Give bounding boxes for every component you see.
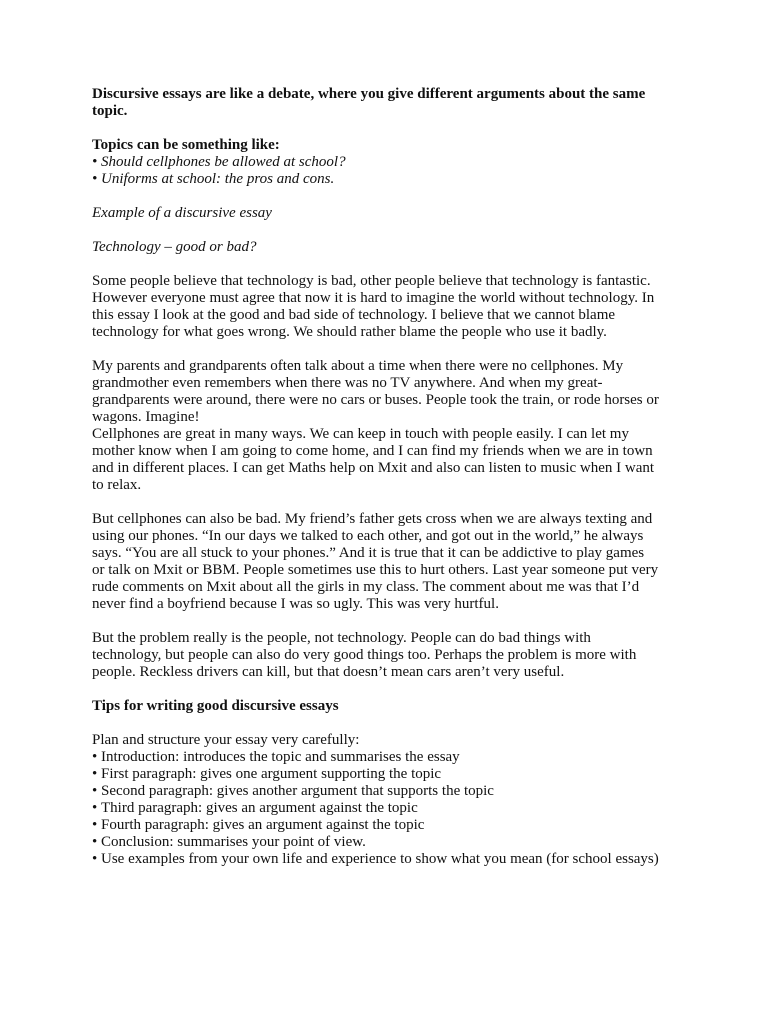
paragraph-line: However everyone must agree that now it is hard to imagine the world without technology. In [92, 290, 655, 306]
intro-line: topic. [92, 103, 128, 119]
tip-item: • Conclusion: summarises your point of view. [92, 834, 692, 851]
paragraph-line: My parents and grandparents often talk about a time when there were no cellphones. My [92, 358, 624, 374]
topic-item: • Should cellphones be allowed at school? [92, 154, 692, 171]
paragraph-line: or talk on Mxit or BBM. People sometimes use this to hurt others. Last year someone put very [92, 562, 659, 578]
essay-paragraph-3 [92, 426, 692, 494]
paragraph-line: people. Reckless drivers can kill, but that doesn’t mean cars aren’t very useful. [92, 664, 565, 680]
tips-list [92, 732, 692, 868]
paragraph-line: technology, but people can also do very good things too. Perhaps the problem is more with [92, 647, 637, 663]
tip-item: • Use examples from your own life and experience to show what you mean (for school essays) [92, 851, 692, 868]
paragraph-line: But the problem really is the people, not technology. People can do bad things with [92, 630, 591, 646]
tips-lead: Plan and structure your essay very carefully: [92, 732, 360, 748]
essay-paragraph-4 [92, 511, 692, 613]
paragraph-line: to relax. [92, 477, 142, 493]
topic-item: • Uniforms at school: the pros and cons. [92, 171, 692, 188]
paragraph-line: and in different places. I can get Maths help on Mxit and also can listen to music when I want [92, 460, 655, 476]
paragraph-line: technology for what goes wrong. We should rather blame the people who use it badly. [92, 324, 607, 340]
paragraph-line: wagons. Imagine! [92, 409, 200, 425]
tip-item: • Second paragraph: gives another argument that supports the topic [92, 783, 692, 800]
tip-item: • Third paragraph: gives an argument against the topic [92, 800, 692, 817]
topics-heading: Topics can be something like: [92, 137, 280, 153]
paragraph-line: Some people believe that technology is bad, other people believe that technology is fantastic. [92, 273, 651, 289]
tip-item: • Introduction: introduces the topic and summarises the essay [92, 749, 692, 766]
essay-title: Technology – good or bad? [92, 239, 257, 255]
paragraph-line: this essay I look at the good and bad side of technology. I believe that we cannot blame [92, 307, 616, 323]
paragraph-line: says. “You are all stuck to your phones.” And it is true that it can be addictive to play games [92, 545, 645, 561]
essay-paragraph-1 [92, 273, 692, 341]
paragraph-line: never find a boyfriend because I was so ugly. This was very hurtful. [92, 596, 499, 612]
paragraph-line: using our phones. “In our days we talked to each other, and got out in the world,” he always [92, 528, 644, 544]
intro-line: Discursive essays are like a debate, where you give different arguments about the same [92, 86, 646, 102]
tip-item: • First paragraph: gives one argument supporting the topic [92, 766, 692, 783]
tip-item: • Fourth paragraph: gives an argument against the topic [92, 817, 692, 834]
paragraph-line: Cellphones are great in many ways. We can keep in touch with people easily. I can let my [92, 426, 629, 442]
paragraph-line: grandmother even remembers when there was no TV anywhere. And when my great- [92, 375, 603, 391]
document-page [92, 86, 692, 868]
essay-paragraph-5 [92, 630, 692, 681]
paragraph-line: grandparents were around, there were no cars or buses. People took the train, or rode horses or [92, 392, 659, 408]
paragraph-line: But cellphones can also be bad. My friend’s father gets cross when we are always texting and [92, 511, 653, 527]
tips-heading: Tips for writing good discursive essays [92, 698, 339, 714]
topics-section [92, 137, 692, 188]
paragraph-line: mother know when I am going to come home, and I can find my friends when we are in town [92, 443, 653, 459]
intro-paragraph [92, 86, 692, 120]
paragraph-line: rude comments on Mxit about all the girls in my class. The comment about me was that I’d [92, 579, 640, 595]
essay-paragraph-2 [92, 358, 692, 426]
example-label: Example of a discursive essay [92, 205, 272, 221]
